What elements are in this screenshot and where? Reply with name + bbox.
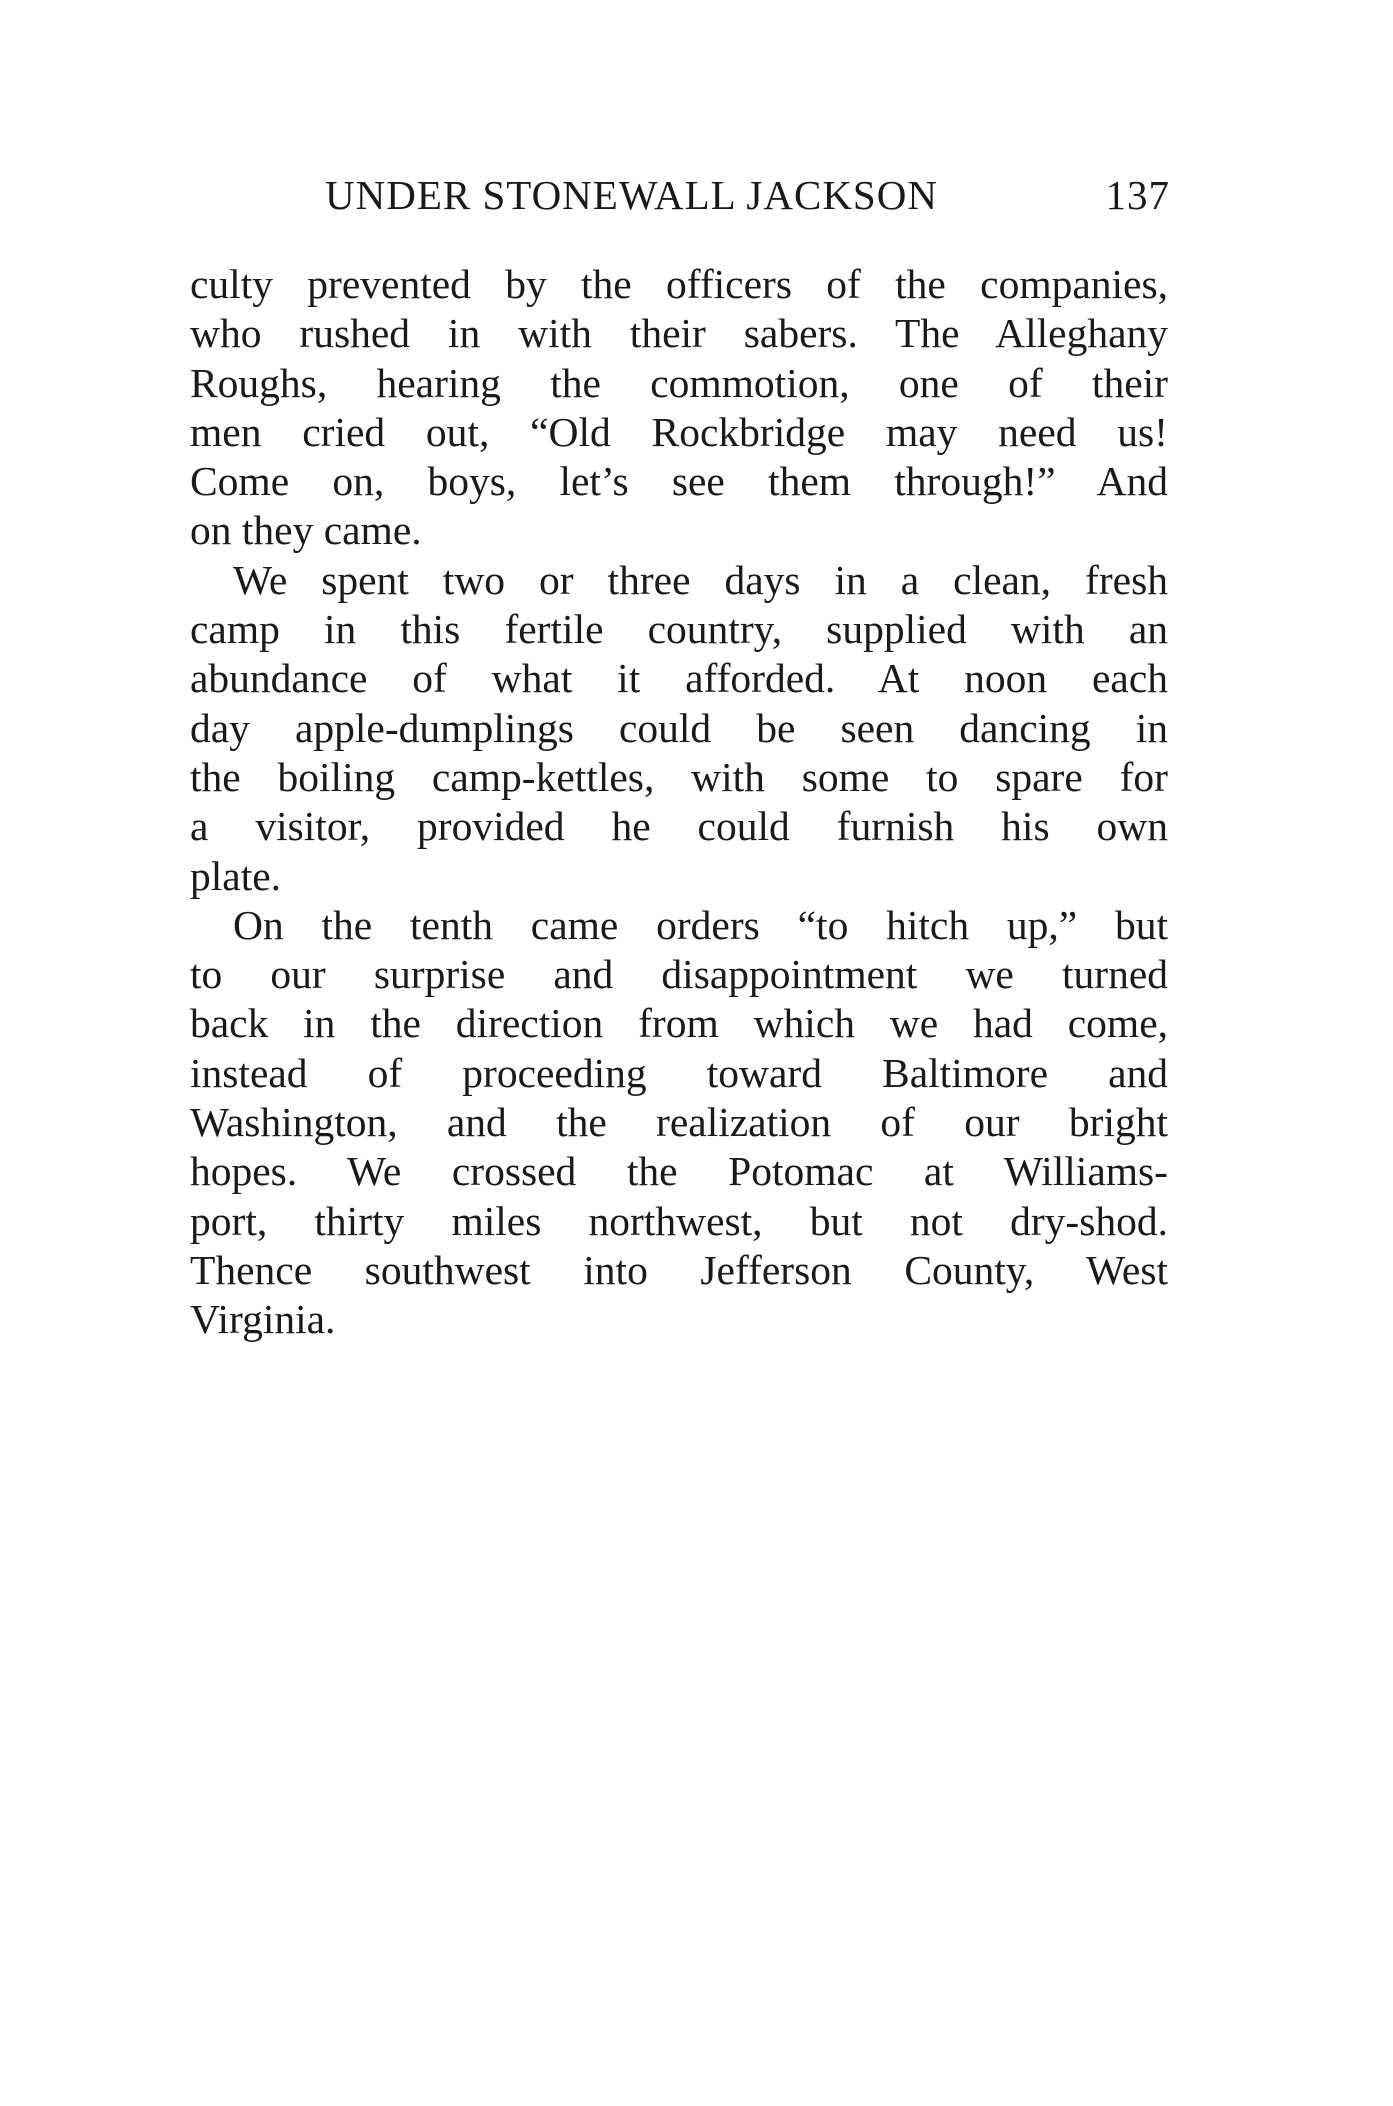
- text-line: a visitor, provided he could furnish his own: [190, 803, 1168, 850]
- text-line: day apple-dumplings could be seen dancing in: [190, 704, 1168, 751]
- text-line: We spent two or three days in a clean, fresh: [233, 556, 1168, 603]
- text-line: culty prevented by the officers of the companies,: [190, 261, 1168, 307]
- text-line: on they came.: [190, 507, 422, 554]
- text-line: port, thirty miles northwest, but not dry-shod.: [190, 1197, 1168, 1244]
- text-line: Roughs, hearing the commotion, one of their: [190, 359, 1168, 406]
- running-head: [325, 170, 1170, 220]
- body-text: [190, 260, 1168, 1345]
- page-number: 137: [1105, 172, 1170, 218]
- text-line: hopes. We crossed the Potomac at Williams-: [190, 1148, 1168, 1195]
- text-line: Washington, and the realization of our bright: [190, 1099, 1168, 1146]
- text-line: who rushed in with their sabers. The Alleghany: [190, 310, 1168, 357]
- text-line: plate.: [190, 852, 282, 899]
- text-line: Thence southwest into Jefferson County, West: [190, 1246, 1168, 1293]
- text-line: the boiling camp-kettles, with some to spare for: [190, 753, 1168, 800]
- text-line: camp in this fertile country, supplied with an: [190, 606, 1168, 653]
- text-line: to our surprise and disappointment we turned: [190, 951, 1168, 998]
- text-line: abundance of what it afforded. At noon each: [190, 655, 1168, 702]
- running-title: UNDER STONEWALL JACKSON: [325, 172, 938, 218]
- text-line: back in the direction from which we had come,: [190, 1000, 1168, 1047]
- text-line: instead of proceeding toward Baltimore and: [190, 1049, 1168, 1096]
- text-line: Come on, boys, let’s see them through!” And: [190, 458, 1168, 505]
- text-line: On the tenth came orders “to hitch up,” but: [233, 901, 1168, 948]
- text-line: men cried out, “Old Rockbridge may need us!: [190, 408, 1168, 455]
- text-line: Virginia.: [190, 1296, 336, 1343]
